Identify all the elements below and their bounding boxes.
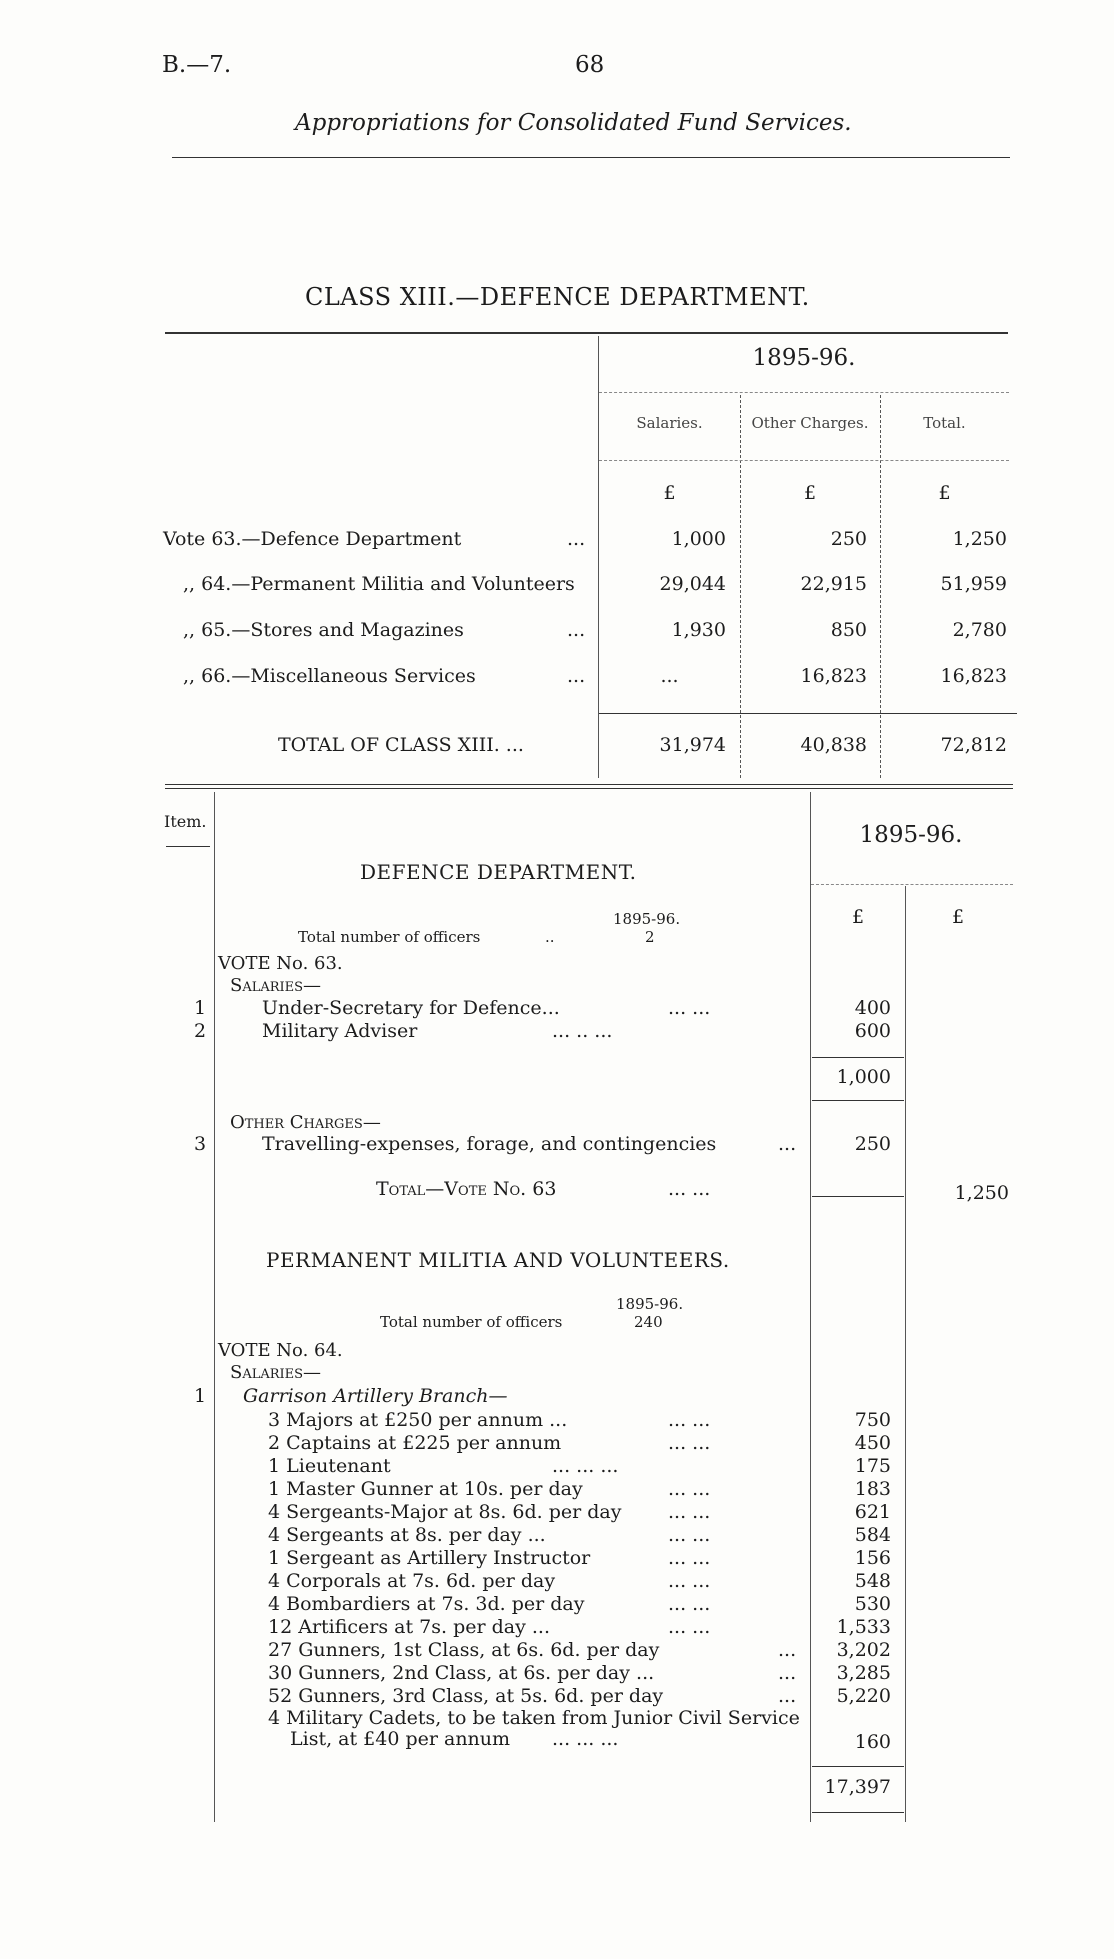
line-item-label: 2 Captains at £225 per annum (268, 1432, 562, 1454)
line-item-label: 30 Gunners, 2nd Class, at 6s. per day ... (268, 1662, 655, 1684)
class-title: CLASS XIII.—DEFENCE DEPARTMENT. (305, 283, 810, 311)
line-item-dots: ... (778, 1133, 797, 1155)
line-item-amount: 621 (854, 1501, 891, 1523)
cadets-label-line1: 4 Military Cadets, to be taken from Junior Civil Service (268, 1707, 800, 1729)
summary-bottom-rule-1 (165, 784, 1013, 785)
defence-subtotal: 1,000 (836, 1066, 891, 1088)
page-number: 68 (575, 52, 605, 78)
line-item-label: 1 Sergeant as Artillery Instructor (268, 1547, 591, 1569)
line-item-dots: ... ... (668, 1432, 711, 1454)
militia-officers-count: 240 (634, 1313, 663, 1331)
summary-year: 1895-96. (752, 345, 856, 371)
document-ref: B.—7. (162, 52, 232, 78)
line-item-label: Travelling-expenses, forage, and contingencies (262, 1133, 717, 1155)
summary-total-label: TOTAL OF CLASS XIII. ... (278, 734, 524, 756)
line-item-label: 1 Master Gunner at 10s. per day (268, 1478, 583, 1500)
defence-year-small: 1895-96. (613, 910, 681, 928)
summary-row-label: ,, 64.—Permanent Militia and Volunteers (183, 573, 575, 595)
line-item-amount: 450 (854, 1432, 891, 1454)
defence-title: DEFENCE DEPARTMENT. (360, 860, 637, 884)
summary-total-salaries: 31,974 (659, 734, 726, 756)
line-item-label: 27 Gunners, 1st Class, at 6s. 6d. per day (268, 1639, 660, 1661)
line-item-label: Military Adviser (262, 1020, 418, 1042)
line-item-label: 1 Lieutenant (268, 1455, 391, 1477)
line-item-label: 12 Artificers at 7s. per day ... (268, 1616, 550, 1638)
summary-year-rule (599, 392, 1009, 393)
item-number: 3 (194, 1133, 207, 1155)
currency-other: £ (803, 482, 817, 504)
item-number: 1 (194, 1385, 207, 1407)
militia-subtotal-rule-bottom (812, 1812, 904, 1813)
line-item-dots: ... .. ... (552, 1020, 613, 1042)
summary-total-other: 40,838 (800, 734, 867, 756)
line-item-label: 4 Sergeants-Major at 8s. 6d. per day (268, 1501, 622, 1523)
defence-subtotal-rule-bottom (812, 1100, 904, 1101)
line-item-amount: 400 (854, 997, 891, 1019)
militia-subtotal-rule-top (812, 1766, 904, 1767)
line-item-dots: ... ... (668, 1409, 711, 1431)
summary-row-salaries: 29,044 (659, 573, 726, 595)
summary-row-label: ,, 66.—Miscellaneous Services (183, 665, 476, 687)
summary-row-salaries: 1,930 (671, 619, 726, 641)
line-item-amount: 1,533 (836, 1616, 891, 1638)
line-item-amount: 3,285 (836, 1662, 891, 1684)
col-header-other: Other Charges. (751, 414, 869, 432)
detail-currency-amount: £ (851, 906, 865, 928)
summary-row-label: Vote 63.—Defence Department (163, 528, 462, 550)
summary-row-total: 2,780 (952, 619, 1007, 641)
cadets-dots: ... ... ... (552, 1728, 619, 1750)
line-item-amount: 530 (854, 1593, 891, 1615)
cadets-amount: 160 (854, 1731, 891, 1753)
summary-top-rule (165, 332, 1008, 334)
defence-subtotal-rule-top (812, 1057, 904, 1058)
line-item-dots: ... (778, 1685, 797, 1707)
defence-officers-count: 2 (645, 928, 655, 946)
summary-row-total: 51,959 (940, 573, 1007, 595)
line-item-amount: 156 (854, 1547, 891, 1569)
detail-year-rule (811, 884, 1013, 885)
item-number: 1 (194, 997, 207, 1019)
militia-branch: Garrison Artillery Branch— (243, 1385, 508, 1407)
line-item-dots: ... ... (668, 1501, 711, 1523)
summary-row-salaries: ... (660, 665, 679, 687)
defence-vote: VOTE No. 63. (218, 953, 343, 974)
line-item-amount: 548 (854, 1570, 891, 1592)
currency-salaries: £ (663, 482, 676, 504)
line-item-amount: 175 (854, 1455, 891, 1477)
summary-colhead-rule (599, 460, 1009, 461)
militia-title: PERMANENT MILITIA AND VOLUNTEERS. (266, 1248, 730, 1272)
summary-row-leader: ... (567, 665, 586, 687)
summary-bottom-rule-2 (165, 788, 1013, 789)
summary-col-divider-1 (598, 336, 599, 778)
item-header-rule (166, 846, 210, 847)
col-header-total: Total. (923, 414, 966, 432)
col-header-salaries: Salaries. (636, 414, 703, 432)
line-item-dots: ... ... (668, 1478, 711, 1500)
summary-total-total: 72,812 (940, 734, 1007, 756)
item-number: 2 (194, 1020, 207, 1042)
page-subtitle: Appropriations for Consolidated Fund Services. (295, 110, 852, 136)
summary-row-other: 850 (830, 619, 867, 641)
line-item-amount: 3,202 (836, 1639, 891, 1661)
line-item-amount: 600 (854, 1020, 891, 1042)
line-item-label: 4 Corporals at 7s. 6d. per day (268, 1570, 556, 1592)
line-item-amount: 584 (854, 1524, 891, 1546)
defence-salaries-head: Salaries— (230, 975, 322, 996)
defence-other-head: Other Charges— (230, 1112, 381, 1133)
line-item-label: 52 Gunners, 3rd Class, at 5s. 6d. per day (268, 1685, 664, 1707)
line-item-label: 4 Bombardiers at 7s. 3d. per day (268, 1593, 585, 1615)
line-item-dots: ... ... (668, 997, 711, 1019)
line-item-amount: 250 (854, 1133, 891, 1155)
militia-subtotal: 17,397 (824, 1776, 891, 1798)
summary-row-total: 16,823 (940, 665, 1007, 687)
detail-year: 1895-96. (859, 822, 963, 848)
line-item-dots: ... ... (668, 1593, 711, 1615)
line-item-dots: ... (778, 1662, 797, 1684)
line-item-label: 3 Majors at £250 per annum ... (268, 1409, 568, 1431)
militia-vote: VOTE No. 64. (218, 1340, 343, 1361)
defence-officers-label: Total number of officers (298, 928, 481, 946)
summary-row-salaries: 1,000 (671, 528, 726, 550)
line-item-dots: ... ... (668, 1524, 711, 1546)
defence-vote-total: 1,250 (954, 1182, 1009, 1204)
line-item-label: Under-Secretary for Defence... (262, 997, 560, 1019)
defence-officers-leader: .. (545, 928, 555, 946)
line-item-dots: ... ... ... (552, 1455, 619, 1477)
militia-officers-label: Total number of officers (380, 1313, 563, 1331)
line-item-amount: 750 (854, 1409, 891, 1431)
summary-row-other: 250 (830, 528, 867, 550)
line-item-label: 4 Sergeants at 8s. per day ... (268, 1524, 546, 1546)
detail-currency-total: £ (951, 906, 965, 928)
defence-total-dots: ... ... (668, 1178, 711, 1200)
currency-total: £ (938, 482, 951, 504)
line-item-dots: ... ... (668, 1570, 711, 1592)
cadets-label-line2: List, at £40 per annum (290, 1728, 511, 1750)
line-item-dots: ... ... (668, 1547, 711, 1569)
summary-row-total: 1,250 (952, 528, 1007, 550)
line-item-dots: ... ... (668, 1616, 711, 1638)
summary-row-other: 22,915 (800, 573, 867, 595)
militia-year-small: 1895-96. (616, 1295, 684, 1313)
item-col-divider (214, 792, 215, 1822)
summary-row-label: ,, 65.—Stores and Magazines (183, 619, 464, 641)
defence-total-label: Total—Vote No. 63 (376, 1178, 557, 1200)
total-col-divider (905, 886, 906, 1822)
line-item-amount: 5,220 (836, 1685, 891, 1707)
summary-total-rule (599, 713, 1017, 714)
line-item-amount: 183 (854, 1478, 891, 1500)
summary-row-leader: ... (567, 528, 586, 550)
militia-salaries-head: Salaries— (230, 1362, 322, 1383)
header-rule (172, 157, 1010, 158)
defence-total-rule (812, 1196, 904, 1197)
item-col-header: Item. (164, 812, 207, 831)
summary-row-other: 16,823 (800, 665, 867, 687)
line-item-dots: ... (778, 1639, 797, 1661)
summary-row-leader: ... (567, 619, 586, 641)
